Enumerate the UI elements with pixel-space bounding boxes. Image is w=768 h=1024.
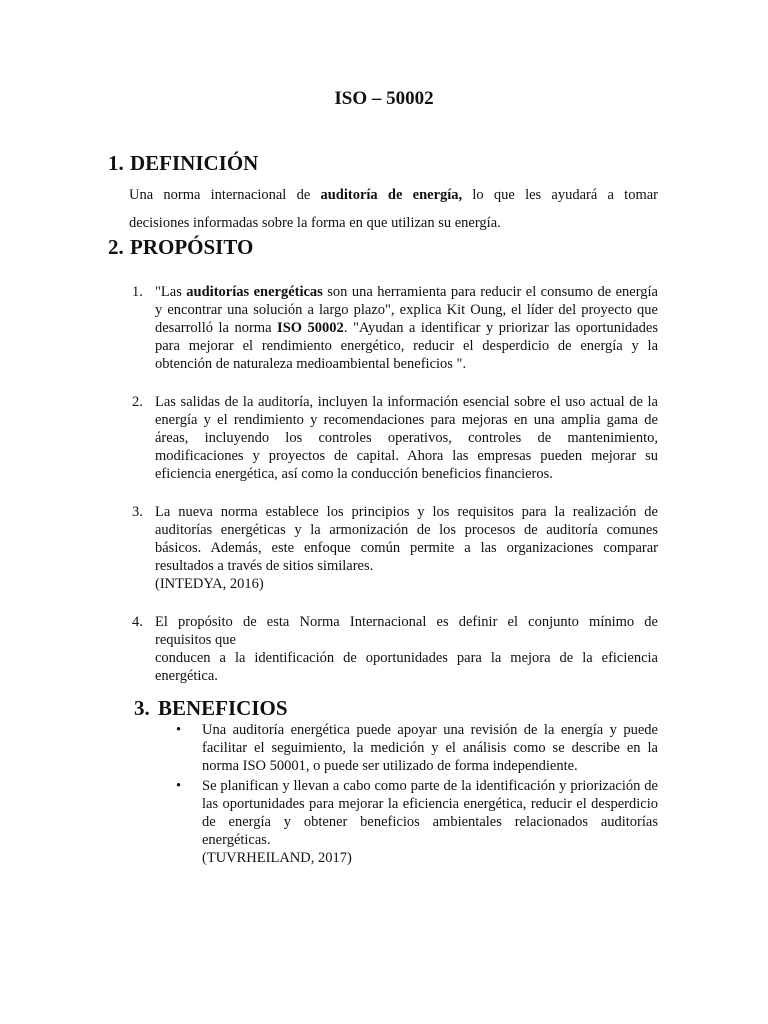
list-item-text: Las salidas de la auditoría, incluyen la información esencial sobre el uso actual de la energía y el rendimiento y recomendaciones para mejoras en una amplia gama de áreas, incluyendo los controles operativos, controles de mantenimiento, modificaciones y proyectos de capital. Ahora las empresas pueden mejorar su eficiencia energética, así como la conducción beneficios financieros. [155, 394, 658, 482]
definition-line-2: decisiones informadas sobre la forma en que utilizan su energía. [129, 215, 501, 231]
definition-text-post: lo que les ayudará a tomar [462, 187, 658, 203]
list-item-number: 2. [132, 394, 143, 410]
list-item [129, 503, 658, 593]
document-title: ISO – 50002 [334, 88, 434, 109]
list-item-number: 3. [132, 504, 143, 520]
definition-paragraph [129, 181, 658, 237]
list-item-number: 4. [132, 614, 143, 630]
text-run: . "Ayudan a identificar y priorizar las oportunidades para mejorar el rendimiento energético, reducir el desperdicio de energía y la obtención de naturaleza medioambiental beneficios ". [155, 320, 658, 372]
section-title: BENEFICIOS [158, 696, 288, 720]
citation: (INTEDYA, 2016) [155, 576, 264, 592]
section-heading-definicion [108, 151, 258, 176]
bullet-item [174, 721, 658, 775]
list-item [129, 613, 658, 685]
section-title: PROPÓSITO [130, 235, 254, 259]
list-item-text: conducen a la identificación de oportunidades para la mejora de la eficiencia energética. [155, 650, 658, 684]
section-heading-beneficios [134, 696, 288, 721]
list-item-line-2: requisitos que [155, 632, 236, 648]
definition-text-pre: Una norma internacional de [129, 187, 321, 203]
list-item [129, 283, 658, 373]
definition-text-bold: auditoría de energía, [320, 187, 463, 203]
section-number: 3. [134, 696, 150, 720]
list-item-number: 1. [132, 284, 143, 300]
text-run: son una herramienta para reducir el consumo de energía y encontrar una solución a largo plazo", explica Kit Oung, el líder del proyecto que desarrolló la norma [155, 284, 658, 336]
bullet-icon: • [176, 778, 182, 794]
text-bold: auditorías energéticas [186, 284, 323, 300]
list-item-line-1: El propósito de esta Norma Internacional es definir el conjunto mínimo de [155, 614, 658, 630]
section-title: DEFINICIÓN [130, 151, 259, 175]
citation: (TUVRHEILAND, 2017) [202, 850, 352, 866]
bullet-text: Se planifican y llevan a cabo como parte de la identificación y priorización de las oportunidades para mejorar la eficiencia energética, reducir el desperdicio de energía y obtener beneficios ambientales relacionados auditorías energéticas. [202, 778, 658, 848]
text-run: "Las [155, 284, 187, 300]
list-item-text: La nueva norma establece los principios y los requisitos para la realización de auditorías energéticas y la armonización de los procesos de auditoría comunes básicos. Además, este enfoque común permite a las organizaciones comparar resultados a través de sitios similares. [155, 504, 658, 574]
list-item [129, 393, 658, 483]
bullet-item [174, 777, 658, 867]
section-number: 2. [108, 235, 124, 259]
bullet-icon: • [176, 722, 182, 738]
purpose-list [129, 283, 658, 705]
definition-line-1 [129, 181, 658, 209]
section-heading-proposito [108, 235, 253, 260]
list-item-text [155, 283, 658, 373]
benefits-list [174, 721, 658, 869]
bullet-text: Una auditoría energética puede apoyar una revisión de la energía y puede facilitar el seguimiento, la medición y el análisis como se describe en la norma ISO 50001, o puede ser utilizado de forma independiente. [202, 722, 658, 774]
text-bold: ISO 50002 [277, 320, 344, 336]
section-number: 1. [108, 151, 124, 175]
